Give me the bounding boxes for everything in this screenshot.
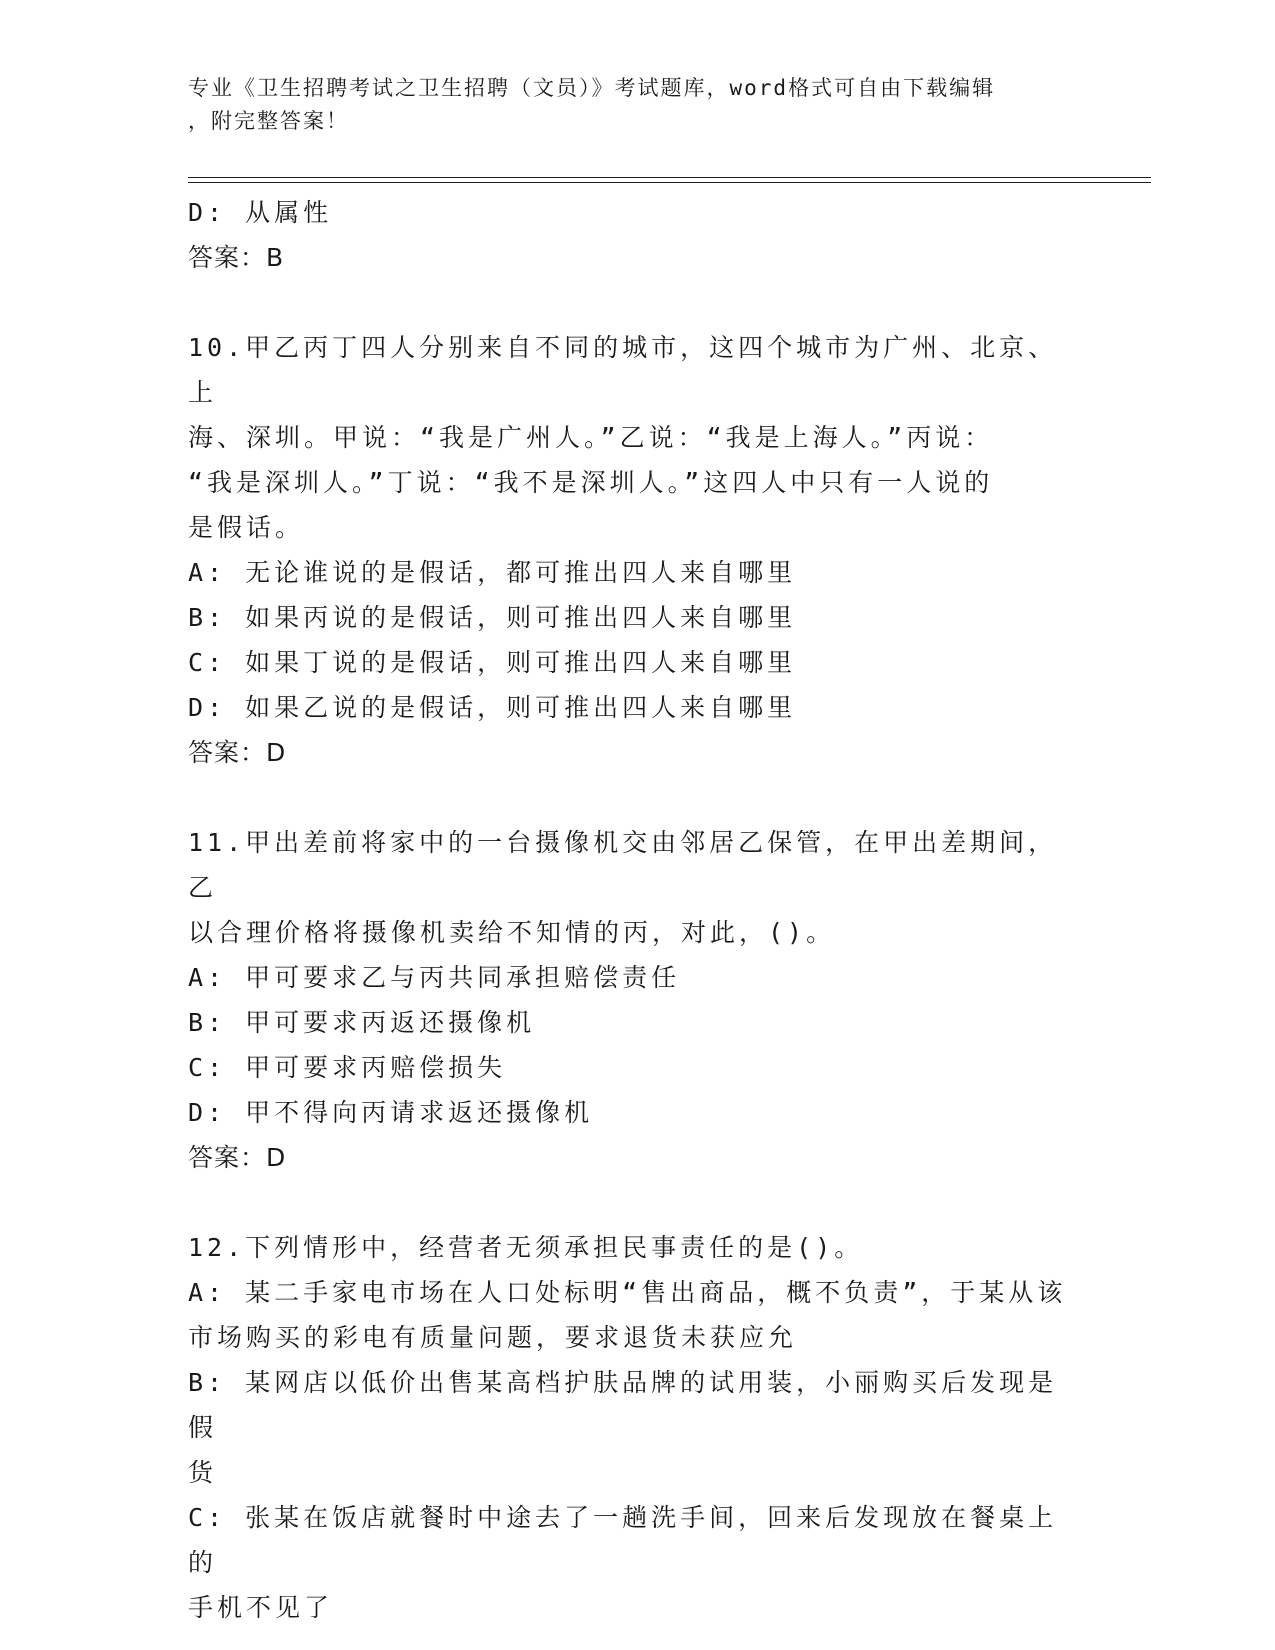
option-b: B: 甲可要求丙返还摄像机 — [188, 1008, 536, 1037]
option-b: B: 某网店以低价出售某高档护肤品牌的试用装，小丽购买后发现是假 — [188, 1368, 1058, 1442]
option-c-continued: 手机不见了 — [188, 1593, 334, 1622]
option-a: A: 无论谁说的是假话，都可推出四人来自哪里 — [188, 558, 797, 587]
question-stem-line: 12.下列情形中，经营者无须承担民事责任的是()。 — [188, 1233, 864, 1262]
spacer — [188, 280, 1078, 325]
question-11 — [188, 820, 1078, 1180]
document-header — [188, 72, 1088, 138]
option-d: D: 甲不得向丙请求返还摄像机 — [188, 1098, 594, 1127]
option-d: D: 从属性 — [188, 198, 333, 227]
option-c: C: 甲可要求丙赔偿损失 — [188, 1053, 507, 1082]
answer-line: 答案：D — [188, 738, 287, 767]
option-c: C: 张某在饭店就餐时中途去了一趟洗手间，回来后发现放在餐桌上的 — [188, 1503, 1058, 1577]
option-b-continued: 货 — [188, 1458, 218, 1487]
option-a: A: 甲可要求乙与丙共同承担赔偿责任 — [188, 963, 681, 992]
option-a-continued: 市场购买的彩电有质量问题，要求退货未获应允 — [188, 1323, 798, 1352]
question-10 — [188, 325, 1078, 775]
option-b: B: 如果丙说的是假话，则可推出四人来自哪里 — [188, 603, 797, 632]
option-a: A: 某二手家电市场在人口处标明“售出商品，概不负责”，于某从该 — [188, 1278, 1067, 1307]
question-stem-line: “我是深圳人。”丁说：“我不是深圳人。”这四人中只有一人说的 — [188, 468, 994, 497]
header-line-2: ，附完整答案！ — [188, 109, 349, 133]
header-divider-bottom — [188, 182, 1151, 183]
question-stem-line: 10.甲乙丙丁四人分别来自不同的城市，这四个城市为广州、北京、上 — [188, 333, 1058, 407]
question-9-tail — [188, 190, 1078, 280]
header-line-1: 专业《卫生招聘考试之卫生招聘（文员）》考试题库，word格式可自由下载编辑 — [188, 76, 996, 100]
header-divider-top — [188, 177, 1151, 178]
question-stem-line: 海、深圳。甲说：“我是广州人。”乙说：“我是上海人。”丙说： — [188, 423, 994, 452]
question-12 — [188, 1225, 1078, 1630]
spacer — [188, 1180, 1078, 1225]
option-d: D: 如果乙说的是假话，则可推出四人来自哪里 — [188, 693, 797, 722]
spacer — [188, 775, 1078, 820]
question-stem-line: 是假话。 — [188, 513, 305, 542]
answer-line: 答案：B — [188, 243, 285, 272]
option-c: C: 如果丁说的是假话，则可推出四人来自哪里 — [188, 648, 797, 677]
document-body — [188, 190, 1078, 1630]
question-stem-line: 11.甲出差前将家中的一台摄像机交由邻居乙保管，在甲出差期间，乙 — [188, 828, 1058, 902]
answer-line: 答案：D — [188, 1143, 287, 1172]
question-stem-line: 以合理价格将摄像机卖给不知情的丙，对此，()。 — [188, 918, 836, 947]
